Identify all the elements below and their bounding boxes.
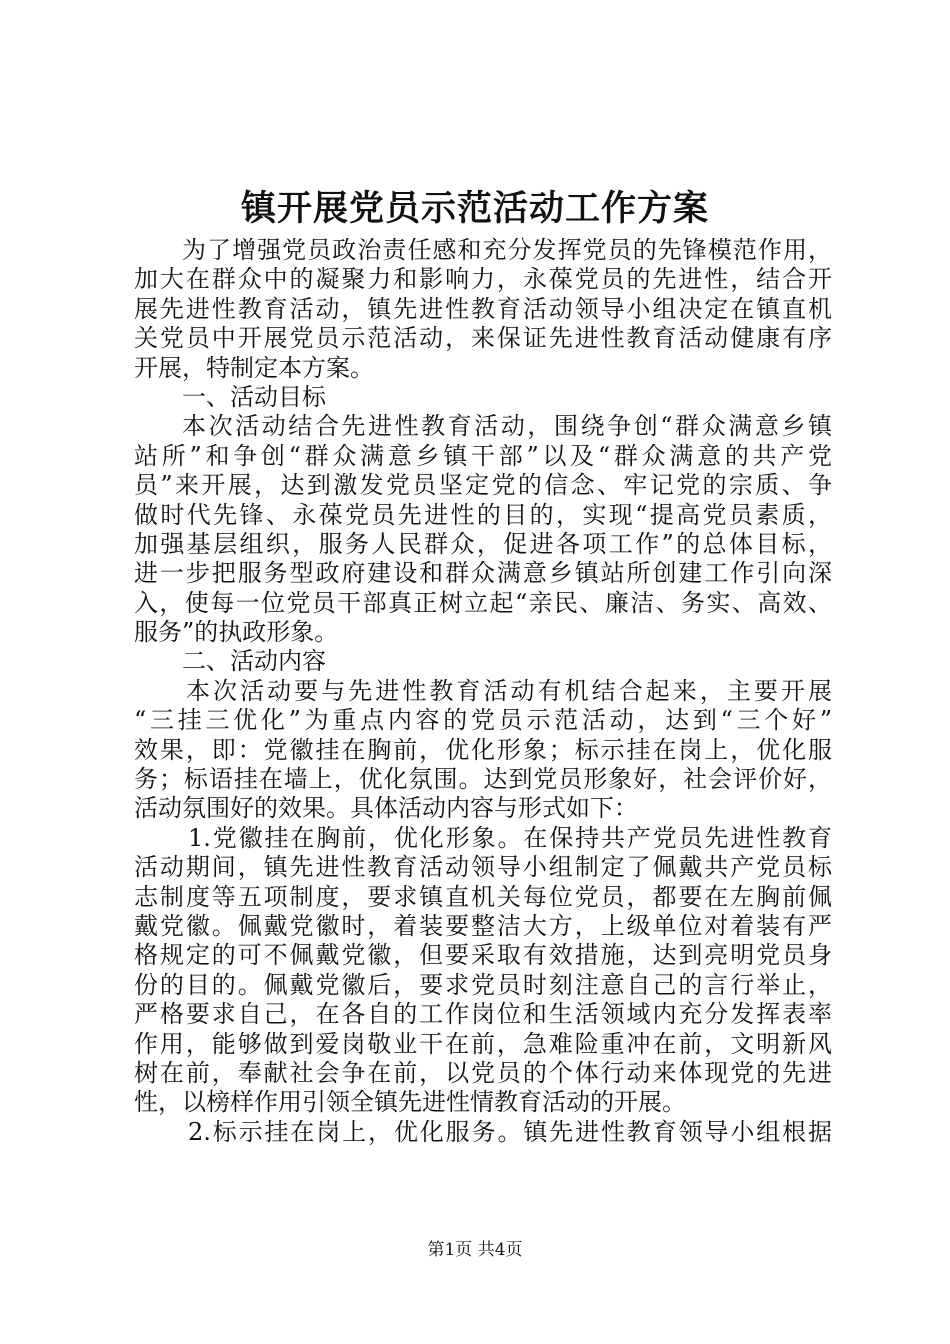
page-footer: 第1页 共4页 (427, 1240, 523, 1260)
body-line: 格规定的可不佩戴党徽，但要采取有效措施，达到亮明党员身 (134, 941, 832, 970)
body-line: 严格要求自己，在各自的工作岗位和生活领域内充分发挥表率 (134, 1000, 832, 1029)
body-line: 作用，能够做到爱岗敬业干在前，急难险重冲在前，文明新风 (134, 1029, 832, 1058)
document-body (134, 236, 832, 1147)
body-line: 活动期间，镇先进性教育活动领导小组制定了佩戴共产党员标 (134, 853, 832, 882)
document-title: 镇开展党员示范活动工作方案 (240, 188, 709, 229)
body-line: 2.标示挂在岗上，优化服务。镇先进性教育领导小组根据 (188, 1117, 832, 1146)
body-line: 关党员中开展党员示范活动，来保证先进性教育活动健康有序 (134, 324, 832, 353)
body-line: 戴党徽。佩戴党徽时，着装要整洁大方，上级单位对着装有严 (134, 911, 832, 940)
body-line: 展先进性教育活动，镇先进性教育活动领导小组决定在镇直机 (134, 294, 832, 323)
body-line: 站所”和争创“群众满意乡镇干部”以及“群众满意的共产党 (134, 441, 832, 470)
body-line: 员”来开展，达到激发党员坚定党的信念、牢记党的宗质、争 (134, 471, 832, 500)
body-line: 务；标语挂在墙上，优化氛围。达到党员形象好，社会评价好， (134, 765, 832, 794)
body-line: 入，使每一位党员干部真正树立起“亲民、廉洁、务实、高效、 (134, 588, 832, 617)
section-heading: 二、活动内容 (182, 647, 326, 676)
body-line: 本次活动结合先进性教育活动，围绕争创“群众满意乡镇 (182, 412, 832, 441)
body-line: 加强基层组织，服务人民群众，促进各项工作”的总体目标， (134, 529, 832, 558)
body-line: 进一步把服务型政府建设和群众满意乡镇站所创建工作引向深 (134, 559, 832, 588)
body-line: 做时代先锋、永葆党员先进性的目的，实现“提高党员素质， (134, 500, 832, 529)
body-line: 性，以榜样作用引领全镇先进性情教育活动的开展。 (134, 1088, 686, 1117)
body-line: 本次活动要与先进性教育活动有机结合起来，主要开展 (186, 676, 832, 705)
body-line: 为了增强党员政治责任感和充分发挥党员的先锋模范作用， (182, 236, 832, 264)
body-line: 服务”的执政形象。 (134, 618, 339, 647)
body-line: 志制度等五项制度，要求镇直机关每位党员，都要在左胸前佩 (134, 882, 832, 911)
body-line: 加大在群众中的凝聚力和影响力，永葆党员的先进性，结合开 (134, 265, 832, 294)
body-line: 开展，特制定本方案。 (134, 353, 374, 382)
body-line: “三挂三优化”为重点内容的党员示范活动，达到“三个好” (134, 706, 832, 735)
body-line: 效果，即：党徽挂在胸前，优化形象；标示挂在岗上，优化服 (134, 735, 832, 764)
section-heading: 一、活动目标 (182, 382, 326, 411)
body-line: 活动氛围好的效果。具体活动内容与形式如下： (134, 794, 638, 823)
body-line: 1.党徽挂在胸前，优化形象。在保持共产党员先进性教育 (188, 823, 832, 852)
body-line: 树在前，奉献社会争在前，以党员的个体行动来体现党的先进 (134, 1058, 832, 1087)
body-line: 份的目的。佩戴党徽后，要求党员时刻注意自己的言行举止， (134, 970, 832, 999)
